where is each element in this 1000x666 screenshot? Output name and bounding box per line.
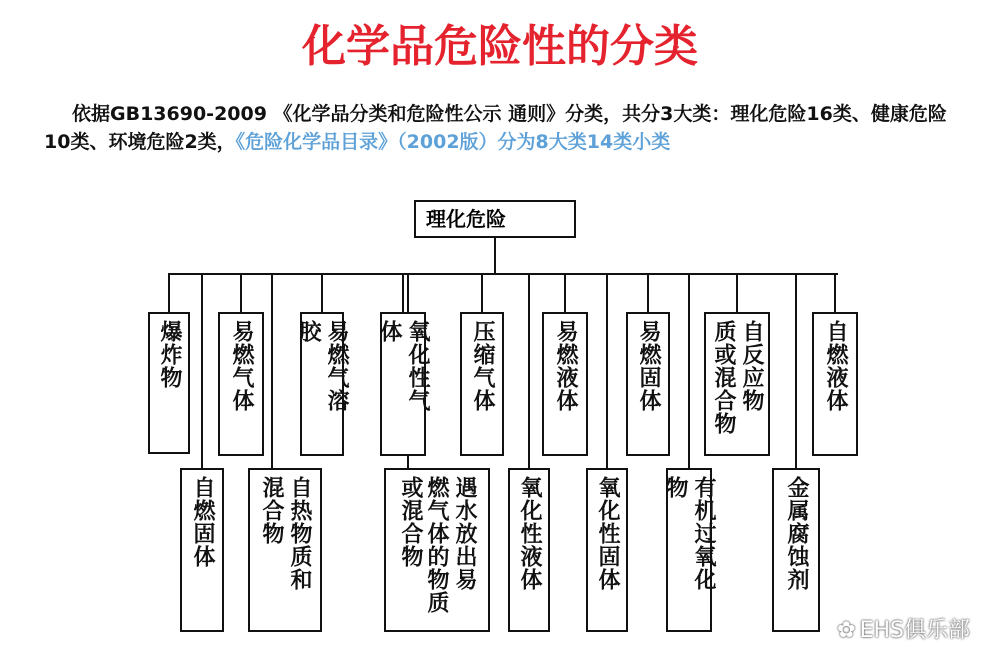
top-node-label-7: 易燃固体: [636, 320, 661, 412]
root-node: [414, 200, 576, 238]
top-node-label-3-col2: 胶: [296, 320, 321, 343]
top-node-8: [704, 312, 770, 456]
top-node-label-1: 爆炸物: [157, 320, 182, 389]
intro-catalog-note: 《危险化学品目录》（2002版）分为8大类14类小类: [235, 131, 671, 153]
top-node-label-3-col1: 易燃气溶: [324, 320, 349, 412]
bottom-node-4: [508, 468, 550, 632]
top-node-6: [542, 312, 588, 456]
top-node-label-8-col1: 自反应物: [739, 320, 764, 412]
watermark-text: EHS俱乐部: [859, 618, 970, 643]
bottom-node-label-2-col1: 自热物质和: [287, 476, 312, 591]
root-node-label: 理化危险: [426, 207, 506, 231]
top-node-7: [626, 312, 670, 456]
wechat-icon: ✿: [837, 618, 856, 643]
top-node-label-5: 压缩气体: [470, 320, 495, 412]
bottom-node-7: [772, 468, 820, 632]
bottom-node-label-1: 自燃固体: [190, 476, 215, 568]
bottom-node-label-2-col2: 混合物: [259, 476, 284, 545]
bottom-node-2: [248, 468, 322, 632]
bottom-node-label-7: 金属腐蚀剂: [784, 476, 809, 591]
bottom-node-label-3-col1: 遇水放出易: [452, 476, 477, 591]
bottom-node-1: [180, 468, 224, 632]
bottom-node-6: [663, 468, 716, 632]
bottom-node-label-3-col2: 燃气体的物质或混合物: [398, 476, 449, 614]
slide-title: 化学品危险性的分类: [302, 21, 698, 72]
top-node-label-2: 易燃气体: [229, 320, 254, 412]
top-node-3: [296, 312, 349, 456]
top-node-4: [377, 312, 430, 456]
top-node-1: [148, 312, 190, 454]
bottom-node-label-6-col1: 有机过氧化: [691, 476, 716, 591]
bottom-node-label-5: 氧化性固体: [595, 476, 620, 591]
top-node-9: [812, 312, 858, 456]
top-node-label-6: 易燃液体: [553, 320, 578, 412]
watermark: [837, 613, 970, 644]
bottom-node-3: [384, 468, 490, 632]
bottom-node-label-6-col2: 物: [663, 476, 688, 499]
intro-text: 依据GB13690-2009 《化学品分类和危险性公示 通则》分类，共分3大类：理化危险16类、健康危险10类、环境危险2类，: [44, 103, 947, 153]
top-node-2: [218, 312, 264, 456]
top-node-label-4-col1: 氧化性气: [405, 320, 430, 412]
top-node-label-9: 自燃液体: [823, 320, 848, 412]
top-node-5: [460, 312, 504, 456]
top-node-label-4-col2: 体: [377, 320, 402, 343]
bottom-node-label-4: 氧化性液体: [517, 476, 542, 591]
bottom-node-5: [586, 468, 628, 632]
top-node-label-8-col2: 质或混合物: [711, 320, 736, 435]
